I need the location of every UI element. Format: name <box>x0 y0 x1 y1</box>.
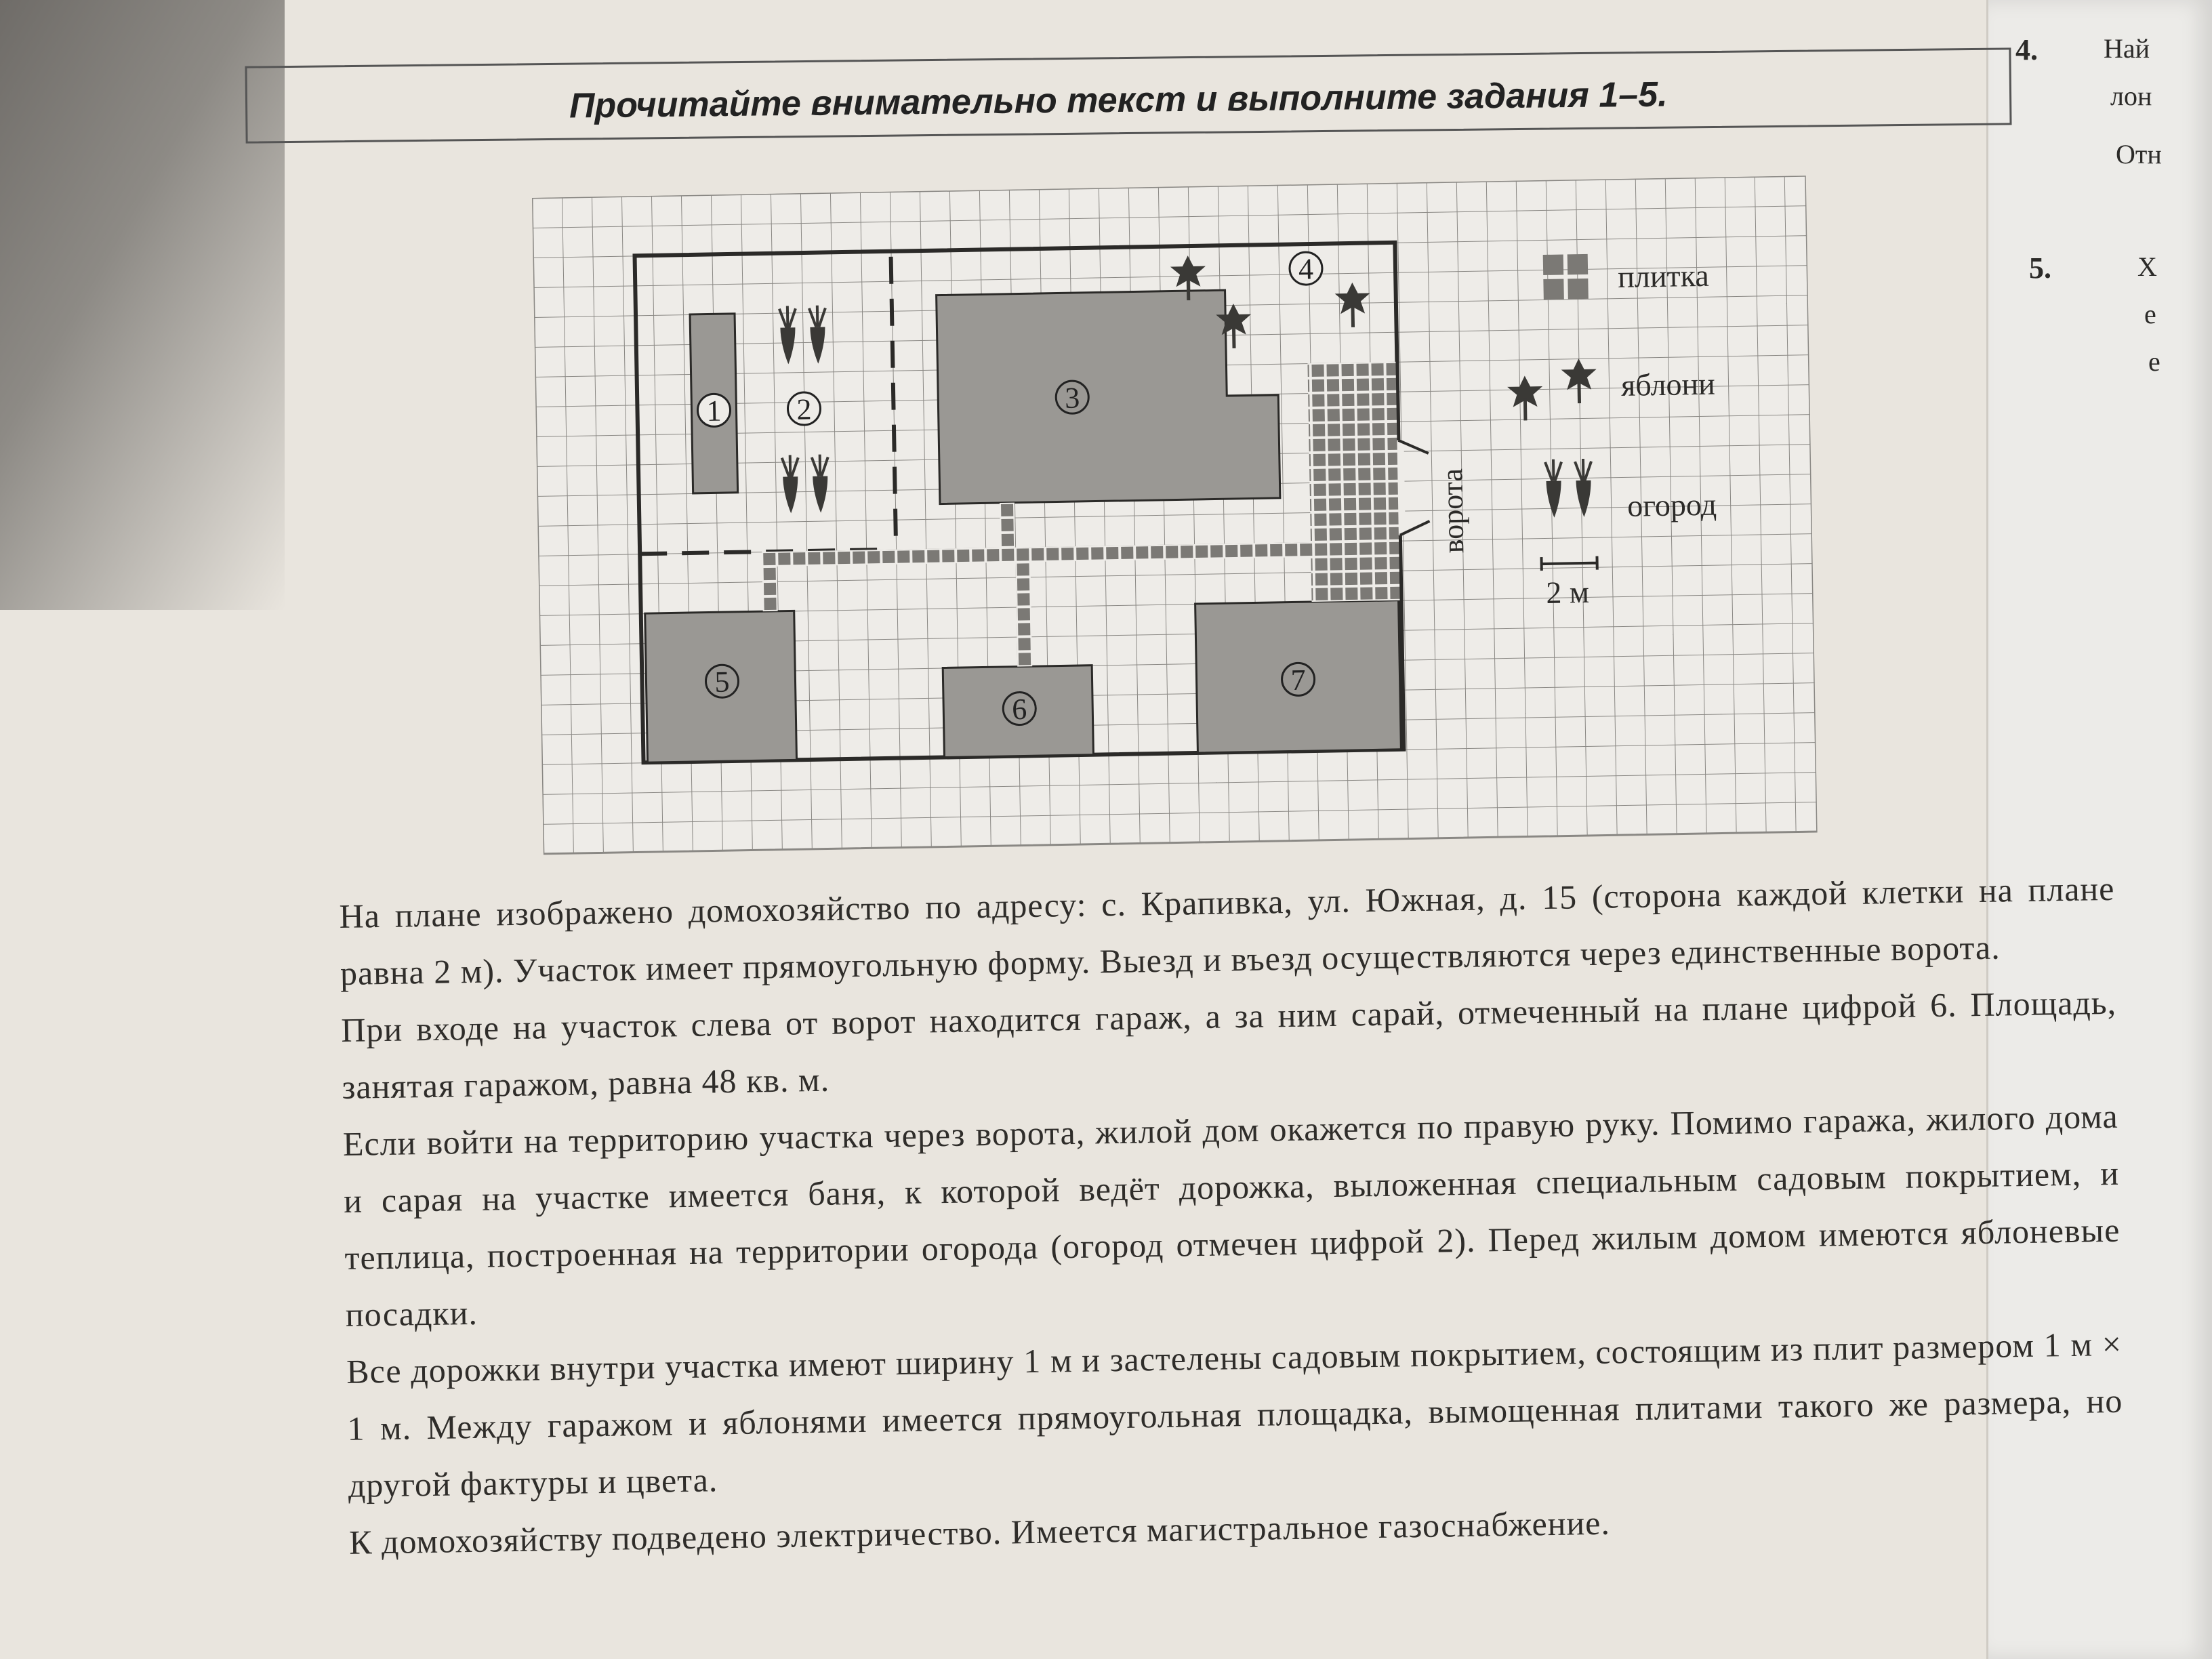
paragraph-4: Все дорожки внутри участка имеют ширину 1 м и застелены садовым покрытием, состоящим из плит размером 1 м × 1 м. Между гаражом и яблонями имеется прямоугольная площадка, вымощенная плитами такого же размера, но другой фактуры и цвета. <box>346 1324 2123 1504</box>
page-title: Прочитайте внимательно текст и выполните задания 1–5. <box>569 75 1668 126</box>
task-4-fragment-2: лон <box>2110 81 2152 111</box>
paragraph-3: Если войти на территорию участка через ворота, жилой дом окажется по правую руку. Помимо гаража, жилого дома и сарая на участке имеется баня, к которой ведёт дорожка, выложенная специальным садовым покрытием, и теплица, построенная на территории огорода (огород отмечен цифрой 2). Перед жилым домом имеются яблоневые посадки. <box>342 1097 2121 1334</box>
svg-text:5: 5 <box>714 665 730 699</box>
scale-label: 2 м <box>1545 574 1590 610</box>
paragraph-2: При входе на участок слева от ворот находится гараж, а за ним сарай, отмеченный на плане цифрой 6. Площадь, занятая гаражом, равна 48 кв. м. <box>340 983 2117 1106</box>
legend-garden: огород <box>1626 487 1717 523</box>
plot-number-4 <box>1290 252 1323 286</box>
tiled-area <box>1307 362 1399 602</box>
paragraph-5: К домохозяйству подведено электричество. Имеется магистральное газоснабжение. <box>348 1503 1611 1561</box>
svg-text:7: 7 <box>1290 663 1307 697</box>
plot-number-1 <box>697 394 731 428</box>
plot-number-3 <box>1056 381 1089 415</box>
svg-text:3: 3 <box>1064 381 1080 415</box>
photo-shadow <box>0 0 285 610</box>
show-through-text <box>271 285 278 316</box>
gate-label: ворота <box>1435 468 1471 554</box>
task-5-fragment-2: е <box>2144 299 2156 329</box>
task-4-fragment: Най <box>2104 33 2150 64</box>
task-text <box>339 860 2125 1571</box>
task-5-fragment-3: е <box>2148 346 2160 377</box>
plot-number-5 <box>705 665 739 699</box>
paragraph-1: На плане изображено домохозяйство по адресу: с. Крапивка, ул. Южная, д. 15 (сторона каждой клетки на плане равна 2 м). Участок имеет прямоугольную форму. Выезд и въезд осуществляются через единственные ворота. <box>339 869 2115 992</box>
path-to-6 <box>1015 562 1032 666</box>
task-5-fragment: Х <box>2137 251 2157 282</box>
task-4-fragment-3: Отн <box>2116 139 2162 169</box>
svg-text:4: 4 <box>1298 252 1314 286</box>
plot-number-6 <box>1003 692 1036 726</box>
task-number-4: 4. <box>2015 33 2038 66</box>
legend-tiles: плитка <box>1617 258 1710 295</box>
path-to-5 <box>762 567 778 611</box>
plot-number-7 <box>1282 663 1315 697</box>
task-number-5: 5. <box>2029 251 2051 285</box>
svg-text:2: 2 <box>796 392 812 426</box>
legend-apple-trees: яблони <box>1620 366 1716 403</box>
household-plan <box>532 176 1818 862</box>
path-to-house <box>1000 503 1015 548</box>
plot-number-2 <box>787 392 821 426</box>
svg-text:1: 1 <box>706 394 722 428</box>
svg-text:6: 6 <box>1011 692 1027 726</box>
